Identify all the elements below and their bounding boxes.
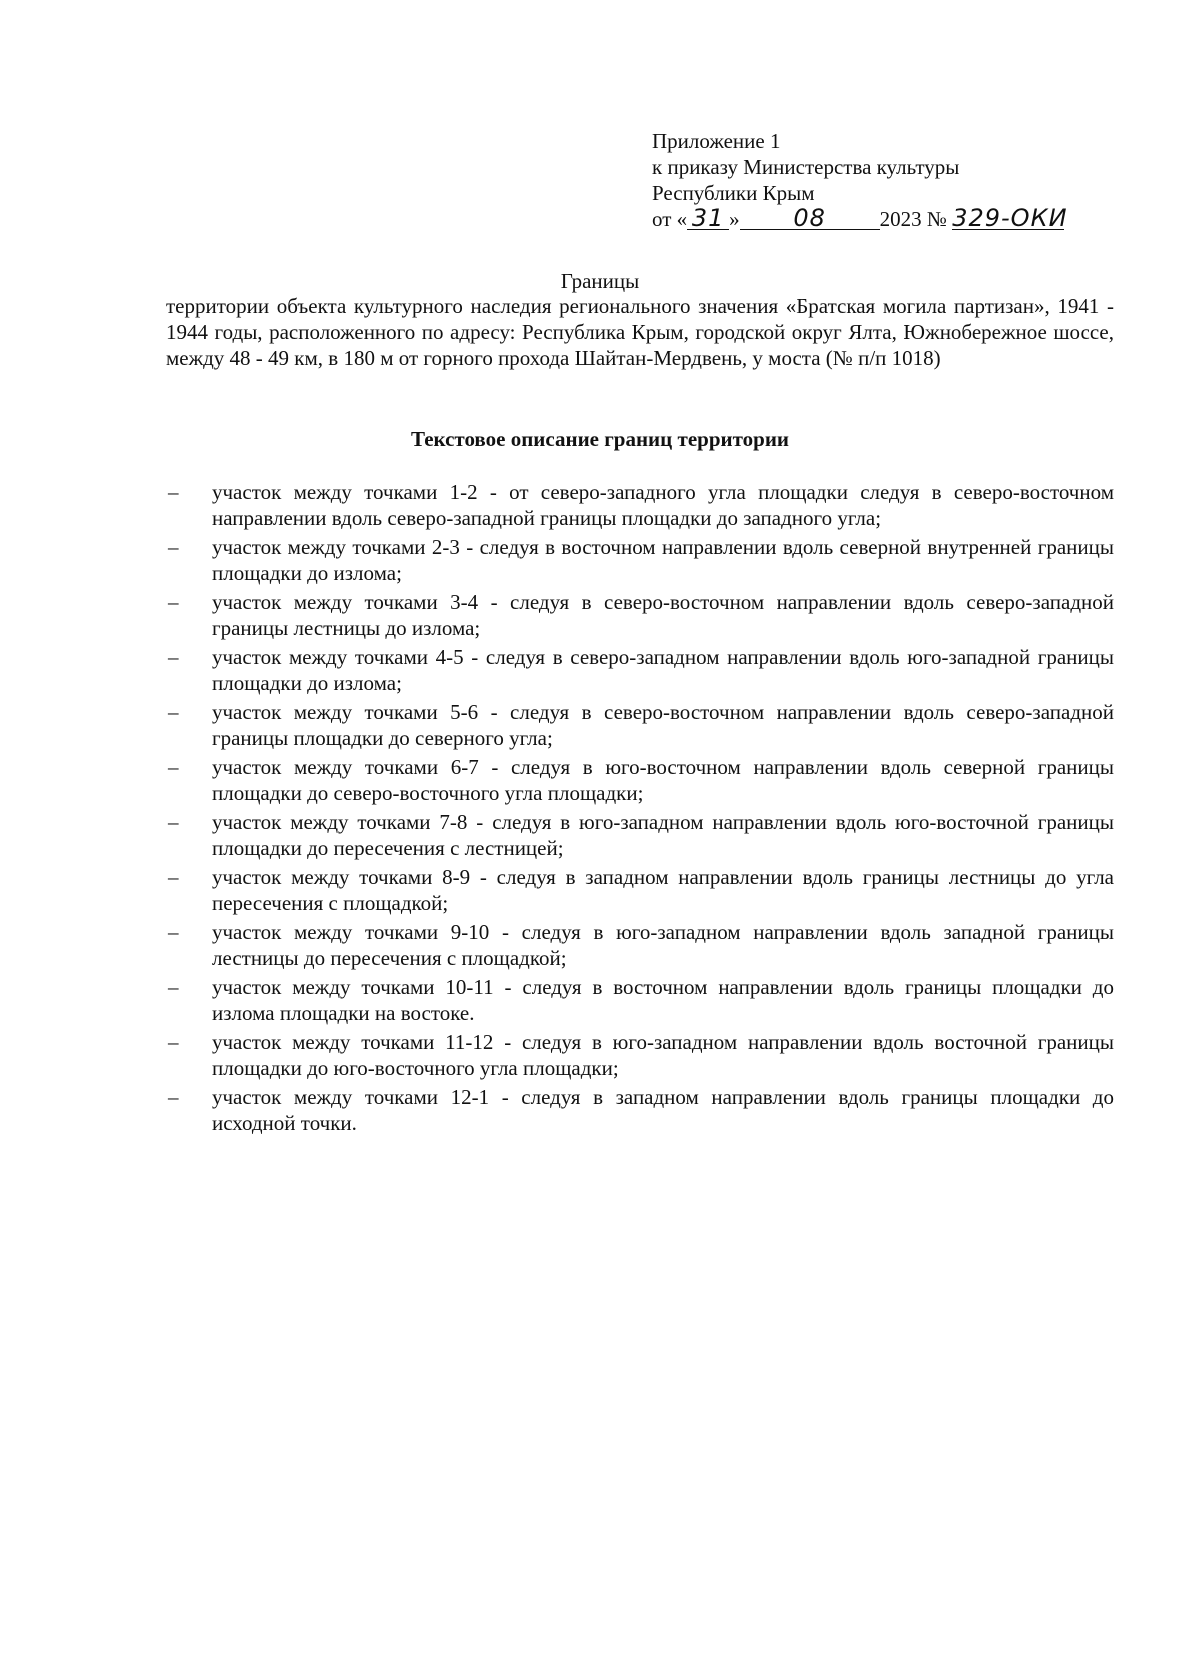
list-item-text: участок между точками 8-9 - следуя в западном направлении вдоль границы лестницы до угла пересечения с площадкой; [212, 865, 1114, 915]
boundary-list [166, 479, 1114, 1139]
appendix-line-2: к приказу Министерства культуры [652, 155, 960, 179]
date-day-handwritten: 31 [691, 204, 725, 232]
section-subheading: Текстовое описание границ территории [410, 427, 790, 451]
bullet-dash: – [168, 535, 179, 559]
order-number-handwritten: 329-ОКИ [952, 204, 1068, 232]
list-item [166, 534, 1114, 586]
appendix-line-1: Приложение 1 [652, 129, 781, 153]
list-item-text: участок между точками 12-1 - следуя в западном направлении вдоль границы площадки до исходной точки. [212, 1085, 1114, 1135]
list-item [166, 754, 1114, 806]
list-item [166, 974, 1114, 1026]
appendix-date-line [652, 206, 1122, 232]
date-year: 2023 № [879, 207, 947, 231]
list-item-text: участок между точками 1-2 - от северо-западного угла площадки следуя в северо-восточном направлении вдоль северо-западной границы площадки до западного угла; [212, 480, 1114, 530]
date-month-field [740, 204, 880, 232]
list-item [166, 809, 1114, 861]
order-number-field [952, 204, 1068, 232]
bullet-dash: – [168, 810, 179, 834]
list-item-text: участок между точками 10-11 - следуя в восточном направлении вдоль границы площадки до излома площадки на востоке. [212, 975, 1114, 1025]
appendix-line-3: Республики Крым [652, 181, 815, 205]
bullet-dash: – [168, 700, 179, 724]
bullet-dash: – [168, 1085, 179, 1109]
bullet-dash: – [168, 755, 179, 779]
appendix-block [652, 128, 1122, 232]
list-item-text: участок между точками 7-8 - следуя в юго-западном направлении вдоль юго-восточной границы площадки до пересечения с лестницей; [212, 810, 1114, 860]
list-item [166, 864, 1114, 916]
bullet-dash: – [168, 865, 179, 889]
date-month-handwritten: 08 [793, 204, 826, 232]
list-item [166, 699, 1114, 751]
list-item-text: участок между точками 2-3 - следуя в восточном направлении вдоль северной внутренней границы площадки до излома; [212, 535, 1114, 585]
list-item-text: участок между точками 5-6 - следуя в северо-восточном направлении вдоль северо-западной границы площадки до северного угла; [212, 700, 1114, 750]
bullet-dash: – [168, 975, 179, 999]
list-item [166, 589, 1114, 641]
list-item [166, 479, 1114, 531]
bullet-dash: – [168, 590, 179, 614]
list-item [166, 644, 1114, 696]
bullet-dash: – [168, 480, 179, 504]
date-prefix: от « [652, 207, 688, 231]
bullet-dash: – [168, 1030, 179, 1054]
bullet-dash: – [168, 920, 179, 944]
bullet-dash: – [168, 645, 179, 669]
list-item [166, 1084, 1114, 1136]
date-mid: » [729, 207, 740, 231]
list-item-text: участок между точками 9-10 - следуя в юго-западном направлении вдоль западной границы лестницы до пересечения с площадкой; [212, 920, 1114, 970]
list-item-text: участок между точками 4-5 - следуя в северо-западном направлении вдоль юго-западной границы площадки до излома; [212, 645, 1114, 695]
list-item-text: участок между точками 11-12 - следуя в юго-западном направлении вдоль восточной границы площадки до юго-восточного угла площадки; [212, 1030, 1114, 1080]
list-item [166, 919, 1114, 971]
document-heading: Границы [560, 269, 640, 293]
list-item-text: участок между точками 3-4 - следуя в северо-восточном направлении вдоль северо-западной границы лестницы до излома; [212, 590, 1114, 640]
date-day-field [687, 204, 729, 232]
object-description: территории объекта культурного наследия регионального значения «Братская могила партизан», 1941 - 1944 годы, расположенного по адресу: Республика Крым, городской округ Ялта, Южнобережное шоссе, между 48 - 49 км, в 180 м от горного прохода Шайтан-Мердвень, у моста (№ п/п 1018) [166, 294, 1114, 370]
list-item-text: участок между точками 6-7 - следуя в юго-восточном направлении вдоль северной границы площадки до северо-восточного угла площадки; [212, 755, 1114, 805]
list-item [166, 1029, 1114, 1081]
